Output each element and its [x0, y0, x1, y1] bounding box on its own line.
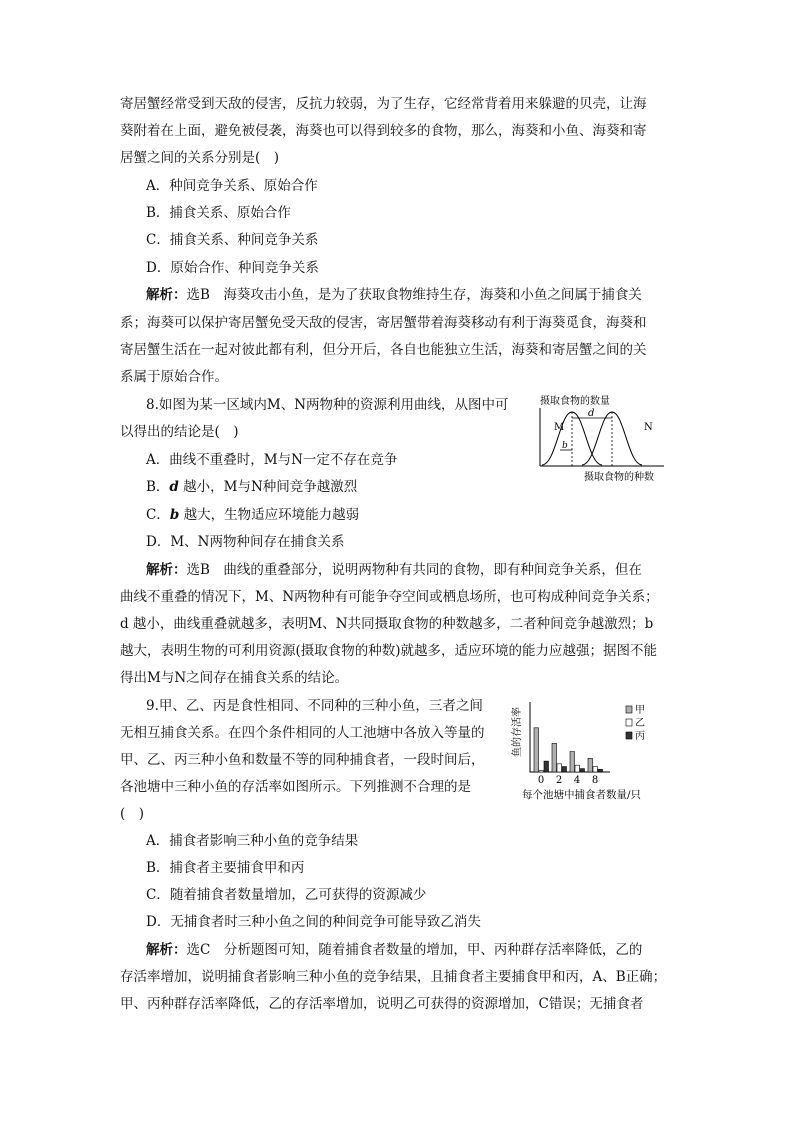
- x-tick-label: 2: [555, 775, 563, 786]
- q8-analysis-line: 越大，表明生物的可利用资源(摄取食物的种数)就越多，适应环境的能力应越强；据图不能: [120, 643, 658, 659]
- q8-analysis-line: 得出M与N之间存在捕食关系的结论。: [120, 670, 349, 686]
- q9-stem-line: 各池塘中三种小鱼的存活率如图所示。下列推测不合理的是: [120, 779, 471, 795]
- q8-stem-line: 以得出的结论是( ): [120, 424, 239, 440]
- q7-option-d: D．原始合作、种间竞争关系: [146, 260, 319, 276]
- chart-ylabel: 鱼的存活率: [512, 707, 523, 757]
- q9-analysis-line: 甲、丙种群存活率降低，乙的存活率增加，说明乙可获得的资源增加，C错误；无捕食者: [120, 996, 644, 1012]
- q9-option-a: A．捕食者影响三种小鱼的竞争结果: [146, 833, 359, 849]
- bar-丙-4: [580, 769, 585, 772]
- q7-analysis-line: 系；海葵可以保护寄居蟹免受天敌的侵害，寄居蟹带着海葵移动有利于海葵觅食，海葵和: [120, 315, 647, 331]
- bar-甲-4: [570, 752, 575, 772]
- analysis-label: 解析：: [146, 562, 187, 578]
- q7-stem-line: 居蟹之间的关系分别是( ): [120, 150, 280, 166]
- q8-option-a: A．曲线不重叠时，M与N一定不存在竞争: [146, 452, 398, 468]
- q7-option-a: A．种间竞争关系、原始合作: [146, 178, 318, 194]
- q9-analysis-first: 解析：选C 分析题图可知，随着捕食者数量的增加，甲、丙种群存活率降低，乙的: [146, 942, 643, 958]
- bar-丙-2: [562, 767, 567, 772]
- legend-swatch-甲: [626, 706, 632, 713]
- bar-丙-0: [544, 761, 549, 772]
- var-b: b: [169, 507, 180, 523]
- legend-swatch-乙: [626, 719, 632, 726]
- q8-analysis-line: d 越小，曲线重叠就越多，表明M、N共同摄取食物的种数越多，二者种间竞争越激烈；b: [120, 616, 654, 632]
- q9-stem-line: 甲、乙、丙三种小鱼和数量不等的同种捕食者，一段时间后，: [120, 752, 485, 768]
- bar-丙-8: [598, 769, 603, 772]
- q7-option-c: C．捕食关系、种间竞争关系: [146, 232, 319, 248]
- bar-甲-2: [552, 743, 557, 772]
- bar-乙-8: [593, 767, 598, 772]
- q7-analysis-line: 寄居蟹生活在一起对彼此都有利，但分开后，各自也能独立生活，海葵和寄居蟹之间的关: [120, 342, 647, 358]
- q8-analysis-first: 解析：选B 曲线的重叠部分，说明两物种有共同的食物，即有种间竞争关系，但在: [146, 562, 642, 578]
- x-tick-label: 0: [537, 775, 545, 786]
- analysis-label: 解析：: [146, 942, 187, 958]
- q8-option-b: B．d 越小，M与N种间竞争越激烈: [146, 479, 358, 495]
- q7-analysis-first: 解析：选B 海葵攻击小鱼，是为了获取食物维持生存，海葵和小鱼之间属于捕食关: [146, 287, 642, 303]
- q7-option-b: B．捕食关系、原始合作: [146, 205, 291, 221]
- q7-stem-line: 寄居蟹经常受到天敌的侵害，反抗力较弱，为了生存，它经常背着用来躲避的贝壳，让海: [120, 96, 647, 112]
- legend-label-乙: 乙: [635, 718, 645, 729]
- analysis-label: 解析：: [146, 287, 187, 303]
- legend-swatch-丙: [626, 732, 632, 739]
- resource-curve-figure: [532, 392, 682, 484]
- bar-乙-2: [557, 764, 562, 772]
- q8-stem-line: 8.如图为某一区域内M、N两物种的资源利用曲线，从图中可: [146, 397, 509, 413]
- label-n: N: [644, 422, 653, 433]
- label-b: b: [562, 441, 568, 451]
- bar-甲-8: [588, 758, 593, 772]
- q9-stem-line: 9.甲、乙、丙是食性相同、不同种的三种小鱼，三者之间: [146, 698, 483, 714]
- q8-option-c: C．b 越大，生物适应环境能力越弱: [146, 507, 360, 523]
- q7-stem-line: 葵附着在上面，避免被侵袭，海葵也可以得到较多的食物，那么，海葵和小鱼、海葵和寄: [120, 123, 647, 139]
- x-tick-label: 4: [573, 775, 581, 786]
- label-d: d: [588, 408, 595, 419]
- bar-乙-0: [539, 771, 544, 772]
- bar-甲-0: [534, 728, 539, 772]
- q9-option-b: B．捕食者主要捕食甲和丙: [146, 860, 305, 876]
- q9-option-d: D．无捕食者时三种小鱼之间的种间竞争可能导致乙消失: [146, 914, 481, 930]
- q7-analysis-line: 系属于原始合作。: [120, 369, 228, 385]
- q9-stem-line: 无相互捕食关系。在四个条件相同的人工池塘中各放入等量的: [120, 725, 485, 741]
- q9-analysis-line: 存活率增加，说明捕食者影响三种小鱼的竞争结果，且捕食者主要捕食甲和丙，A、B正确；: [120, 969, 667, 985]
- figure-ylabel: 摄取食物的数量: [540, 396, 610, 407]
- legend-label-丙: 丙: [635, 731, 645, 742]
- legend-label-甲: 甲: [635, 705, 645, 716]
- q9-option-c: C．随着捕食者数量增加，乙可获得的资源减少: [146, 887, 427, 903]
- label-m: M: [554, 422, 565, 433]
- figure-xlabel: 摄取食物的种数: [584, 472, 654, 483]
- x-tick-label: 8: [591, 775, 599, 786]
- chart-xlabel: 每个池塘中捕食者数量/只: [522, 789, 642, 801]
- q8-option-d: D．M、N两物种间存在捕食关系: [146, 534, 345, 550]
- survival-bar-chart: [508, 694, 688, 806]
- bar-乙-4: [575, 765, 580, 772]
- q9-stem-line: ( ): [120, 806, 145, 822]
- q8-analysis-line: 曲线不重叠的情况下，M、N两物种有可能争夺空间或栖息场所，也可构成种间竞争关系；: [120, 589, 659, 605]
- var-d: d: [169, 479, 179, 495]
